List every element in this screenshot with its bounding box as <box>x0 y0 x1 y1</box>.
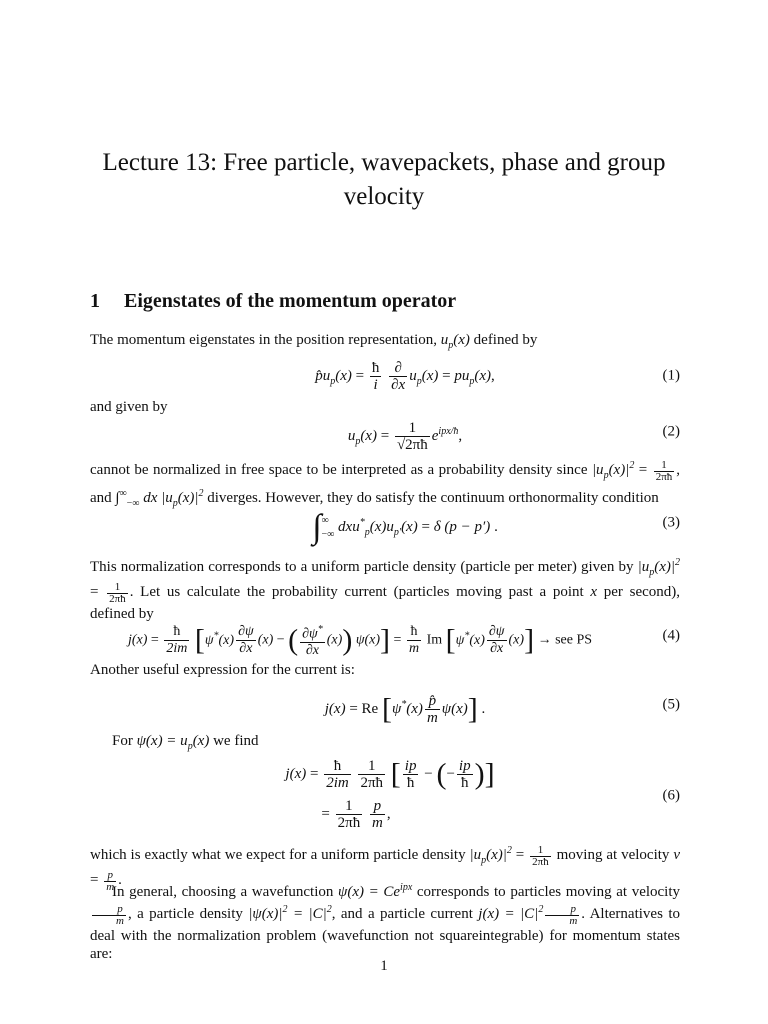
section-number: 1 <box>90 290 100 312</box>
equation-1-body: $p̂u_p(x)$ = $\frac{ħ}{i}$ $\frac{\partial}{\partial x}$ $u_p(x) = pu_p(x)$, <box>315 360 495 394</box>
paragraph-4-text-c: per second), defined by <box>90 584 681 622</box>
paragraph-3-text-c: diverges. However, they do satisfy the continuum orthonormality condition <box>203 490 659 506</box>
section-title: Eigenstates of the momentum operator <box>124 290 457 312</box>
equation-1 <box>90 356 680 396</box>
paragraph-2: and given by <box>90 399 168 415</box>
see-ps-note: → see PS <box>537 632 593 648</box>
equation-5 <box>90 682 680 728</box>
paragraph-7-text-b: moving at velocity <box>552 847 674 863</box>
paragraph-8-text-b: corresponds to particles moving at velocity <box>412 884 681 900</box>
paragraph-4-text-b: . Let us calculate the probability current (particles moving past a point <box>129 584 591 601</box>
paragraph-4-text-a: This normalization corresponds to a uniform particle density (particle per meter) given by <box>90 559 638 575</box>
paragraph-6-text-a: For <box>112 733 137 749</box>
paragraph-8-text-c: , a particle density <box>127 906 249 922</box>
paragraph-8-text-e: . Alternatives to deal with the normalization problem (wavefunction not squareintegrable) for momentum states are: <box>90 906 680 962</box>
paragraph-4: This normalization corresponds to a uniform particle density (particle per meter) given by $|u_p(x)|^2$ = $\frac{1}{2\pi ħ}$ . Let us calculate the probability current (particles moving past a point x per second), defined by <box>90 557 681 622</box>
equation-3-body: ∫ ∞ −∞ $dxu^*_p(x)u_{p'}(x) = \delta$ (p − p′) . <box>312 508 498 546</box>
equation-number-4: (4) <box>662 627 680 644</box>
paragraph-8: In general, choosing a wavefunction $\psi(x) = Ce^{ipx}$ corresponds to particles moving at velocity $\frac{p}{m}$ , a particle density $|\psi(x)|^2 = |C|^2$, and a particle current $j(x) = |C|^2$ $\frac{p}{m}$ . Alternatives to deal with the normalization problem (wavefunction not squareintegrable) for momentum states are: <box>90 882 681 962</box>
page-number: 1 <box>380 958 388 974</box>
paragraph-1 <box>90 331 680 355</box>
equation-2 <box>90 410 680 454</box>
equation-5-body: j(x) = Re [ψ*(x) $\frac{p̂}{m}$ ψ(x)] . <box>324 692 486 727</box>
paragraph-6-text-b: we find <box>209 733 259 749</box>
equation-number-2: (2) <box>662 423 680 440</box>
equation-number-6: (6) <box>662 787 680 804</box>
paragraph-6: For $\psi(x) = u_p(x)$ we find <box>112 733 259 752</box>
equation-2-body: $u_p(x)$ = $\frac{1}{√2\pi ħ}$ $e^{ipx/ħ}$, <box>347 420 463 454</box>
equation-4-body: j(x) = $\frac{ħ}{2im}$ [ψ*(x) $\frac{\partial\psi}{\partial x}$ (x) − ( $\frac{\partial\psi^*}{\partial x}$ (x)) ψ(x)] = $\frac{ħ}{m}$ Im [ψ*(x) $\frac{\partial\psi}{\partial x}$ (x)] → see PS <box>127 623 593 659</box>
equation-6 <box>90 754 680 838</box>
paragraph-7-text-a: which is exactly what we expect for a uniform particle density <box>90 847 470 863</box>
section-heading <box>90 290 456 313</box>
paragraph-8-text-a: In general, choosing a wavefunction <box>112 884 339 900</box>
paragraph-3: cannot be normalized in free space to be interpreted as a probability density since $|u_p(x)|^2$ = $\frac{1}{2\pi ħ}$ , and $\int^\infty_{-\infty}$ dx $|u_p(x)|^2$ diverges. However, they do satisfy the continuum orthonormality condition <box>90 458 680 509</box>
paragraph-3-text-a: cannot be normalized in free space to be interpreted as a probability density since <box>90 462 592 478</box>
equation-number-5: (5) <box>662 696 680 713</box>
paragraph-1-text-a: The momentum eigenstates in the position representation, <box>90 332 441 348</box>
paragraph-7: which is exactly what we expect for a uniform particle density $|u_p(x)|^2$ = $\frac{1}{2\pi ħ}$ moving at velocity v = $\frac{p}{m}$ . <box>90 843 680 893</box>
paragraph-8-text-d: , and a particle current <box>331 906 479 922</box>
paragraph-5: Another useful expression for the current is: <box>90 662 355 678</box>
equation-number-1: (1) <box>662 367 680 384</box>
equation-6-body: j(x) = $\frac{ħ}{2im}$ $\frac{1}{2\pi ħ}$ [ $\frac{ip}{ħ}$ − (− $\frac{ip}{ħ}$ )] = $\frac{1}{2\pi ħ}$ $\frac{p}{m}$ , <box>285 757 495 832</box>
equation-number-3: (3) <box>662 514 680 531</box>
math-up: $u_p(x)$ <box>440 332 470 351</box>
page-title: Lecture 13: Free particle, wavepackets, phase and group velocity <box>102 149 666 210</box>
paragraph-3-text-b: and <box>90 490 116 506</box>
equation-3 <box>90 500 680 546</box>
equation-4 <box>90 612 680 660</box>
paragraph-1-text-b: defined by <box>469 332 538 348</box>
